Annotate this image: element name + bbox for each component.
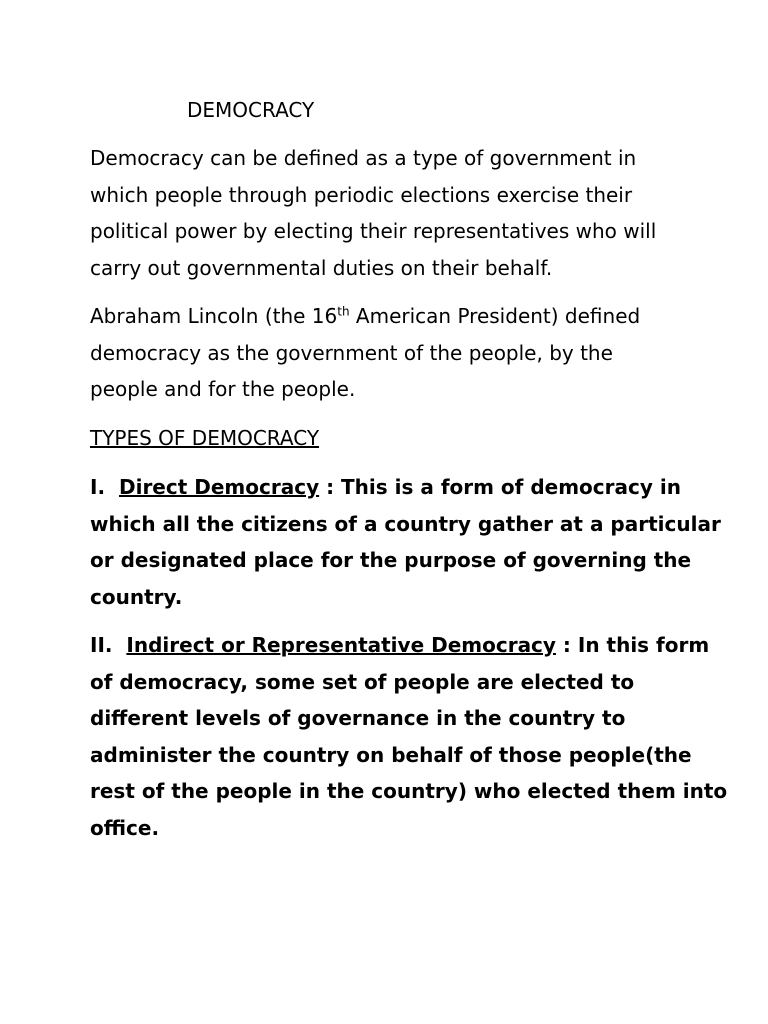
list-numeral: I. [90, 475, 106, 499]
section-heading: TYPES OF DEMOCRACY [90, 426, 320, 450]
document-title: DEMOCRACY [187, 98, 315, 122]
list-item-line: of democracy, some set of people are elected to [90, 669, 635, 694]
list-item-line: different levels of governance in the country to [90, 706, 626, 730]
definition-start: : This is a form of democracy in [319, 475, 681, 499]
definition-start: : In this form [555, 633, 710, 657]
list-item-line: office. [90, 815, 160, 840]
list-item-line: administer the country on behalf of those people(the [90, 742, 692, 767]
paragraph-line: carry out governmental duties on their behalf. [90, 255, 553, 280]
indirect-democracy-item [90, 627, 727, 846]
section-heading-block [90, 420, 319, 457]
list-item-first-line [90, 469, 721, 506]
term-direct-democracy: Direct Democracy [118, 475, 320, 499]
lincoln-text-before: Abraham Lincoln (the 16 [90, 304, 338, 328]
list-item-line: country. [90, 584, 183, 609]
paragraph-line: which people through periodic elections exercise their [90, 182, 633, 207]
list-item-first-line [90, 627, 727, 664]
definition-paragraph [90, 140, 656, 286]
paragraph-line: Democracy can be defined as a type of government in [90, 146, 637, 170]
lincoln-text-after: American President) defined [349, 304, 641, 328]
paragraph-line [90, 298, 640, 335]
list-item-line: rest of the people in the country) who elected them into [90, 779, 728, 803]
direct-democracy-item [90, 469, 721, 615]
lincoln-paragraph [90, 298, 640, 408]
list-numeral: II. [90, 633, 113, 657]
paragraph-line: political power by electing their representatives who will [90, 219, 657, 243]
list-item-line: or designated place for the purpose of governing the [90, 548, 692, 572]
paragraph-line: people and for the people. [90, 377, 356, 401]
list-item-line: which all the citizens of a country gather at a particular [90, 511, 721, 536]
ordinal-suffix: th [337, 304, 350, 319]
paragraph-line: democracy as the government of the people, by the [90, 340, 613, 365]
term-indirect-democracy: Indirect or Representative Democracy [126, 633, 556, 657]
